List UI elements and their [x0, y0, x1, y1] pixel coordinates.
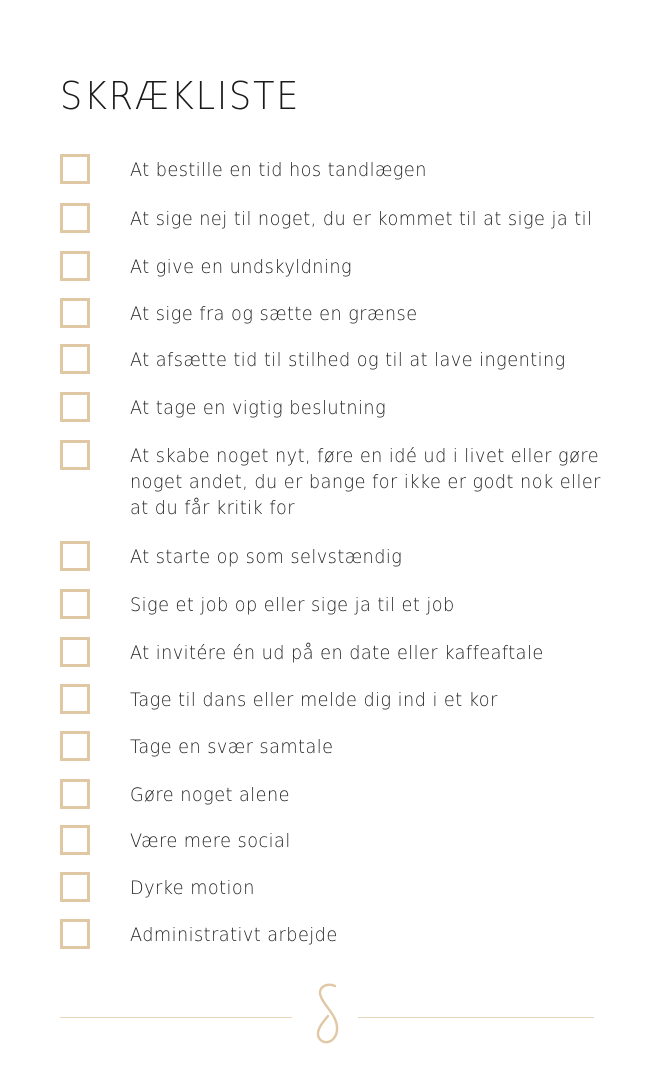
footer-divider: [0, 980, 656, 1060]
checkbox-icon[interactable]: [60, 637, 90, 667]
checklist-item-label: At tage en vigtig beslutning: [130, 397, 387, 419]
checkbox-icon[interactable]: [60, 684, 90, 714]
checkbox-icon[interactable]: [60, 298, 90, 328]
divider-line-left: [60, 1017, 292, 1018]
checkbox-icon[interactable]: [60, 779, 90, 809]
checkbox-icon[interactable]: [60, 919, 90, 949]
checklist-item-label: Gøre noget alene: [130, 784, 291, 806]
checklist-item-label: At sige nej til noget, du er kommet til at sige ja til: [130, 208, 593, 230]
checkbox-icon[interactable]: [60, 392, 90, 422]
checkbox-icon[interactable]: [60, 589, 90, 619]
checkbox-icon[interactable]: [60, 872, 90, 902]
checkbox-icon[interactable]: [60, 344, 90, 374]
checkbox-icon[interactable]: [60, 825, 90, 855]
checklist-item-label: Administrativt arbejde: [130, 924, 338, 946]
checkbox-icon[interactable]: [60, 251, 90, 281]
checklist-item-label: Være mere social: [130, 830, 291, 852]
checklist-item-label: At afsætte tid til stilhed og til at lave ingenting: [130, 349, 566, 371]
checklist-item-label: At bestille en tid hos tandlægen: [130, 159, 427, 181]
checkbox-icon[interactable]: [60, 731, 90, 761]
checklist-item-label: Tage til dans eller melde dig ind i et kor: [130, 689, 498, 711]
checklist-item-label: At skabe noget nyt, føre en idé ud i livet eller gøre noget andet, du er bange for ikke er godt nok eller at du får kritik for: [130, 445, 601, 519]
checklist-item-label: At give en undskyldning: [130, 256, 353, 278]
checkbox-icon[interactable]: [60, 203, 90, 233]
checklist-item-label: At sige fra og sætte en grænse: [130, 303, 418, 325]
monogram-s-icon: [308, 980, 348, 1052]
checkbox-icon[interactable]: [60, 154, 90, 184]
checklist-item-label: At starte op som selvstændig: [130, 546, 403, 568]
divider-line-right: [358, 1017, 594, 1018]
checklist-item-label: At invitére én ud på en date eller kaffeaftale: [130, 642, 544, 664]
checklist-item-label: Tage en svær samtale: [130, 736, 334, 758]
checkbox-icon[interactable]: [60, 440, 90, 470]
checklist-item-label: Sige et job op eller sige ja til et job: [130, 594, 455, 616]
checkbox-icon[interactable]: [60, 541, 90, 571]
checklist-item-label: Dyrke motion: [130, 877, 255, 899]
page-title: SKRÆKLISTE: [60, 74, 301, 118]
